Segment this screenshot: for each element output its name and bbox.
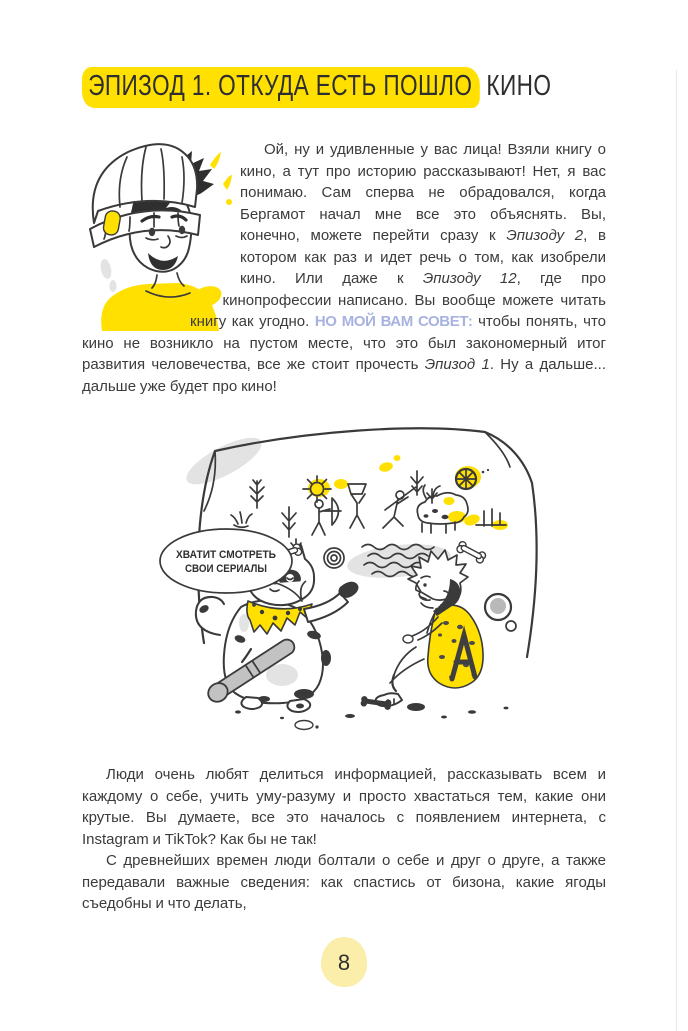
book-page: [0, 70, 688, 1031]
intro-text-2: , в котором как раз и идет речь о том, как изобрели кино. Или даже к: [240, 227, 606, 287]
runner-figure: [383, 487, 416, 528]
page-footer: [82, 937, 606, 987]
intro-text-3: , где про кинопрофессии написано. Вы вообще можете читать книгу как угодно.: [190, 270, 606, 330]
cave-painting-illustration: [154, 411, 554, 746]
intro-text-1: Ой, ну и удивленные у вас лица! Взяли книгу о кино, а тут про историю рассказывают! Нет, я вас понимаю. Сам сперва не обрадовался, когда Бергамот начал мне все это объяснять. Вы, конечно, можете перейти сразу к: [240, 141, 606, 244]
grass-symbol: [231, 512, 252, 527]
intro-section: [82, 139, 606, 397]
archer-figure: [312, 498, 341, 535]
boy-portrait: [90, 144, 232, 331]
intro-text-4: чтобы понять, что кино не возникло на пустом месте, что это был закономерный итог развития человечества, все же стоит прочесть: [82, 313, 606, 373]
boy-illustration: [82, 139, 232, 327]
intro-text-5: . Ну а дальше... дальше уже будет про кино!: [82, 356, 606, 395]
title-highlight: ЭПИЗОД 1. ОТКУДА ЕСТЬ ПОШЛО: [82, 67, 480, 108]
episode-12-ref: Эпизоду 12: [422, 270, 517, 287]
sun-symbol: [303, 476, 331, 502]
boy-in-beanie-drawing: [82, 139, 232, 331]
spiral-symbol: [324, 548, 344, 568]
bison-symbol: [417, 485, 468, 533]
title-rest: КИНО: [486, 70, 552, 102]
paragraph-ancient-times: С древнейших времен люди болтали о себе и друг о друге, а также передавали важные сведения: как спастись от бизона, какие ягоды съедобны и что делать,: [82, 852, 606, 912]
episode-1-ref: Эпизод 1: [424, 356, 490, 373]
wheel-symbol: [455, 466, 489, 489]
episode-2-ref: Эпизоду 2: [506, 227, 584, 244]
advice-accent: НО МОЙ ВАМ СОВЕТ:: [314, 313, 473, 330]
cat-raised-arm: [304, 593, 348, 622]
speech-bubble-line2: СВОИ СЕРИАЛЫ: [185, 563, 268, 575]
lifter-figure: [348, 484, 366, 528]
paragraph-people-share: Люди очень любят делиться информацией, рассказывать всем и каждому о себе, учить уму-разуму и просто хвастаться тем, какие они крутые. Вы думаете, все это началось с появлением интернета, с Instagram и TikTok? Как бы не так!: [82, 766, 606, 848]
page-title: [82, 70, 606, 103]
lower-text-section: [82, 764, 606, 915]
cat-paw: [338, 582, 358, 598]
speech-bubble-line1: ХВАТИТ СМОТРЕТЬ: [176, 549, 277, 561]
page-number: 8: [321, 937, 367, 987]
bone-in-hair: [456, 540, 487, 564]
page-content: [0, 70, 688, 987]
cave-scene-drawing: [154, 411, 554, 746]
